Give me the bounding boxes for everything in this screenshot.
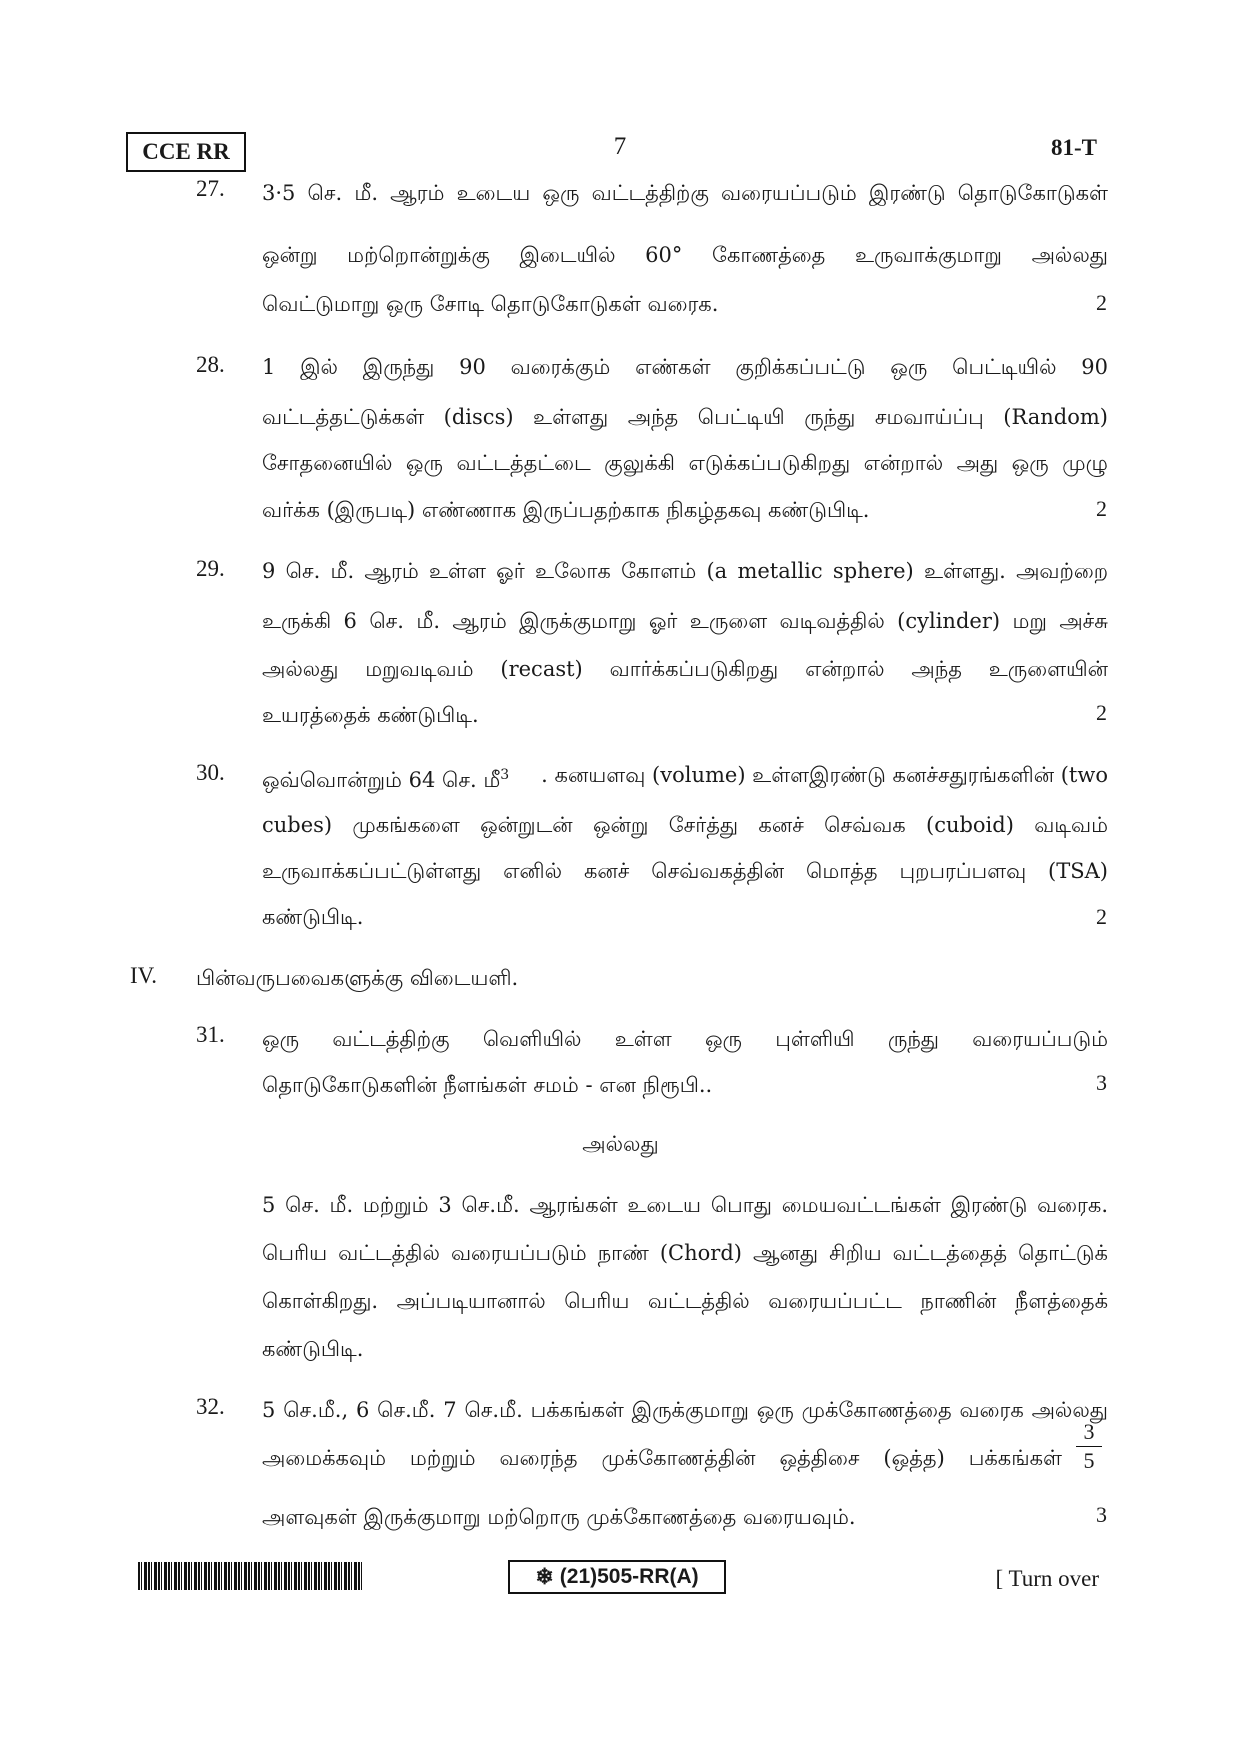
footer-code-box (508, 1560, 726, 1594)
barcode (138, 1562, 364, 1590)
section-label: IV. (130, 963, 158, 988)
footer-code: (21)505-RR(A) (559, 1565, 699, 1588)
question-number-32: 32. (196, 1394, 225, 1419)
cube-superscript: 3 (500, 767, 510, 783)
q28-line-2: வட்டத்தட்டுக்கள் (discs) உள்ளது அந்த பெட்டியி ருந்து சமவாய்ப்பு (Random) (262, 405, 1108, 429)
q28-line-3: சோதனையில் ஒரு வட்டத்தட்டை குலுக்கி எடுக்கப்படுகிறது என்றால் அது ஒரு முழு (262, 451, 1108, 475)
question-number-29: 29. (196, 556, 225, 581)
turn-over-label: [ Turn over (995, 1566, 1099, 1591)
question-number-28: 28. (196, 352, 225, 377)
q31-line-1: ஒரு வட்டத்திற்கு வெளியில் உள்ள ஒரு புள்ளியி ருந்து வரையப்படும் (262, 1027, 1108, 1051)
section-instruction: பின்வருபவைகளுக்கு விடையளி. (196, 966, 519, 990)
page-number: 7 (613, 133, 627, 160)
question-number-27: 27. (196, 176, 225, 201)
q32-line-1: 5 செ.மீ., 6 செ.மீ. 7 செ.மீ. பக்கங்கள் இருக்குமாறு ஒரு முக்கோணத்தை வரைக அல்லது (262, 1398, 1108, 1422)
fraction (1076, 1420, 1102, 1473)
header-code-box: CCE RR (126, 132, 246, 172)
q30-line-3: உருவாக்கப்பட்டுள்ளது எனில் கனச் செவ்வகத்தின் மொத்த புறபரப்பளவு (TSA) (262, 859, 1108, 883)
q31-alt-line-2: பெரிய வட்டத்தில் வரையப்படும் நாண் (Chord) ஆனது சிறிய வட்டத்தைத் தொட்டுக் (262, 1241, 1108, 1265)
q31-marks: 3 (1096, 1070, 1107, 1095)
q27-line-3: வெட்டுமாறு ஒரு சோடி தொடுகோடுகள் வரைக. (262, 292, 719, 316)
q27-marks: 2 (1096, 290, 1107, 315)
q27-line-1: 3·5 செ. மீ. ஆரம் உடைய ஒரு வட்டத்திற்கு வரையப்படும் இரண்டு தொடுகோடுகள் (262, 181, 1108, 205)
q28-marks: 2 (1096, 496, 1107, 521)
or-label: அல்லது (582, 1132, 659, 1156)
subject-code: 81-T (1051, 135, 1097, 160)
q31-line-2: தொடுகோடுகளின் நீளங்கள் சமம் - என நிரூபி.. (262, 1073, 713, 1097)
q28-line-1: 1 இல் இருந்து 90 வரைக்கும் எண்கள் குறிக்கப்பட்டு ஒரு பெட்டியில் 90 (262, 355, 1108, 379)
question-number-30: 30. (196, 760, 225, 785)
question-number-31: 31. (196, 1022, 225, 1047)
q29-line-3: அல்லது மறுவடிவம் (recast) வார்க்கப்படுகிறது என்றால் அந்த உருளையின் (262, 657, 1108, 681)
q30-line-2: cubes) முகங்களை ஒன்றுடன் ஒன்று சேர்த்து கனச் செவ்வக (cuboid) வடிவம் (262, 813, 1108, 837)
q32-marks: 3 (1096, 1502, 1107, 1527)
q30-line-1 (262, 760, 1108, 790)
q27-line-2: ஒன்று மற்றொன்றுக்கு இடையில் 60° கோணத்தை உருவாக்குமாறு அல்லது (262, 243, 1108, 267)
fraction-bar (1076, 1446, 1102, 1447)
q30-line-1-end: . கனயளவு (volume) உள்ளஇரண்டு கனச்சதுரங்களின் (two (541, 763, 1108, 787)
q29-line-2: உருக்கி 6 செ. மீ. ஆரம் இருக்குமாறு ஓர் உருளை வடிவத்தில் (cylinder) மறு அச்சு (262, 609, 1108, 633)
q29-marks: 2 (1096, 700, 1107, 725)
q32-line-3: அளவுகள் இருக்குமாறு மற்றொரு முக்கோணத்தை வரையவும். (262, 1505, 856, 1529)
q31-alt-line-3: கொள்கிறது. அப்படியானால் பெரிய வட்டத்தில் வரையப்பட்ட நாணின் நீளத்தைக் (262, 1289, 1108, 1313)
q30-marks: 2 (1096, 904, 1107, 929)
q31-alt-line-1: 5 செ. மீ. மற்றும் 3 செ.மீ. ஆரங்கள் உடைய பொது மையவட்டங்கள் இரண்டு வரைக. (262, 1193, 1108, 1217)
q30-line-1-start: ஒவ்வொன்றும் 64 செ. மீ$^3$ (262, 767, 510, 792)
q29-line-1: 9 செ. மீ. ஆரம் உள்ள ஓர் உலோக கோளம் (a metallic sphere) உள்ளது. அவற்றை (262, 559, 1108, 583)
q31-alt-line-4: கண்டுபிடி. (262, 1337, 364, 1361)
q29-line-4: உயரத்தைக் கண்டுபிடி. (262, 703, 479, 727)
q28-line-4: வர்க்க (இருபடி) எண்ணாக இருப்பதற்காக நிகழ்தகவு கண்டுபிடி. (262, 498, 870, 522)
q30-line-4: கண்டுபிடி. (262, 905, 364, 929)
fraction-denominator: 5 (1083, 1448, 1095, 1473)
fraction-numerator: 3 (1083, 1419, 1095, 1444)
q32-line-2: அமைக்கவும் மற்றும் வரைந்த முக்கோணத்தின் ஒத்திசை (ஒத்த) பக்கங்கள் (262, 1446, 1062, 1470)
snowflake-icon: ❄ (535, 1564, 554, 1589)
